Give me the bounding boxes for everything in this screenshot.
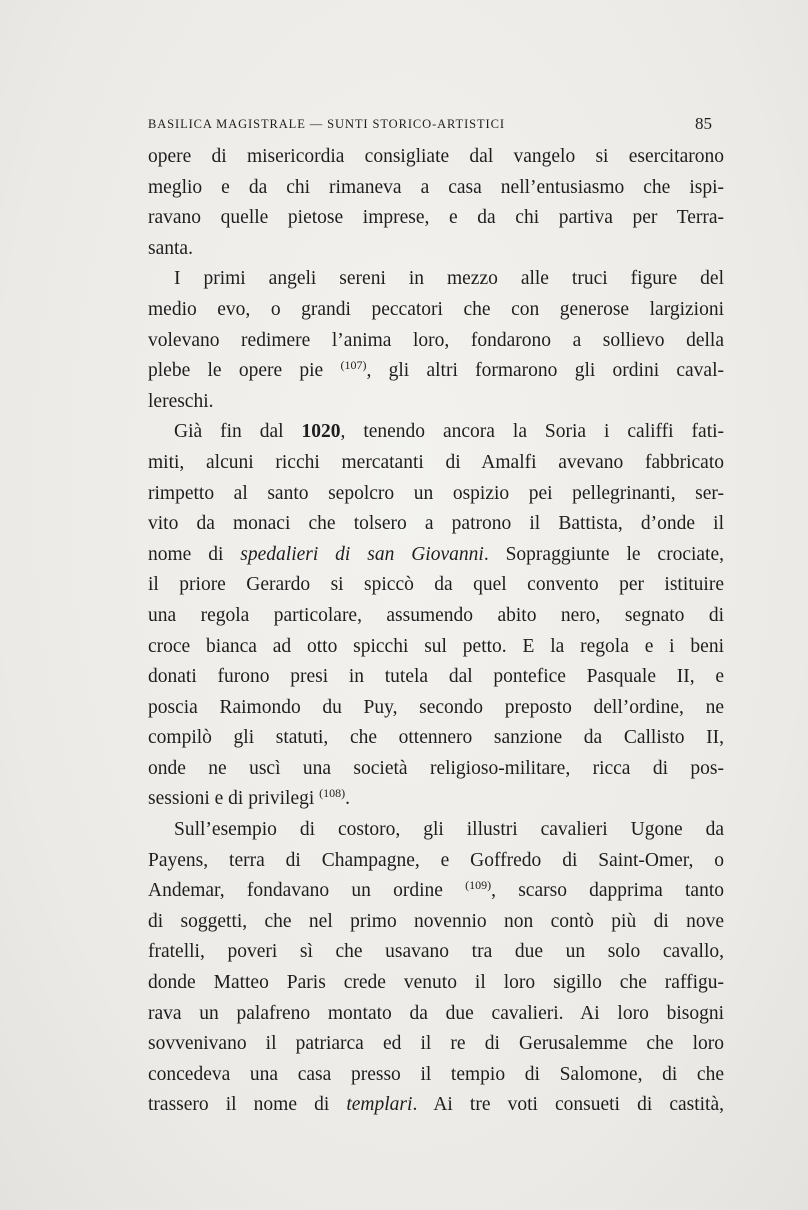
footnote-ref-109: (109) [465, 878, 492, 893]
text-segment: Andemar, fondavano un ordine [148, 880, 443, 902]
footnote-ref-107: (107) [340, 358, 367, 373]
text-line: opere di misericordia consigliate dal vangelo si esercitarono [148, 146, 724, 167]
text-line: di soggetti, che nel primo novennio non contò più di nove [148, 910, 724, 932]
page-header [148, 114, 720, 139]
footnote-ref-108: (108) [319, 786, 346, 801]
text-segment: . Sopraggiunte le crociate, [483, 543, 725, 565]
text-line: donde Matteo Paris crede venuto il loro sigillo che raffigu- [148, 972, 724, 994]
text-segment: sessioni e di privilegi [148, 788, 315, 810]
text-segment: , gli altri formarono gli ordini caval- [366, 360, 724, 382]
body-text [148, 142, 724, 1121]
text-line: donati furono presi in tutela dal pontefice Pasquale II, e [148, 666, 724, 688]
text-line: vito da monaci che tolsero a patrono il Battista, d’onde il [148, 513, 724, 535]
text-line: rava un palafreno montato da due cavalieri. Ai loro bisogni [148, 1002, 724, 1024]
text-line: volevano redimere l’anima loro, fondarono a sollievo della [148, 329, 724, 351]
text-segment: trassero il nome di [148, 1094, 330, 1116]
text-line [148, 876, 724, 907]
text-line: una regola particolare, assumendo abito nero, segnato di [148, 604, 724, 626]
text-segment: . [345, 788, 351, 810]
text-line: croce bianca ad otto spicchi sul petto. E la regola e i beni [148, 635, 724, 657]
text-line: lereschi. [148, 390, 214, 412]
text-line: medio evo, o grandi peccatori che con generose largizioni [148, 298, 724, 320]
text-line [148, 417, 724, 448]
text-line: meglio e da chi rimaneva a casa nell’entusiasmo che ispi- [148, 176, 724, 198]
text-line [148, 356, 724, 387]
text-line: miti, alcuni ricchi mercatanti di Amalfi avevano fabbricato [148, 451, 724, 473]
text-line: fratelli, poveri sì che usavano tra due un solo cavallo, [148, 941, 724, 963]
text-line: rimpetto al santo sepolcro un ospizio pei pellegrinanti, ser- [148, 482, 724, 504]
italic-templari: templari [346, 1094, 413, 1116]
text-line: ravano quelle pietose imprese, e da chi partiva per Terra- [148, 207, 724, 229]
text-line [148, 784, 724, 815]
text-line: compilò gli statuti, che ottennero sanzione da Callisto II, [148, 727, 724, 749]
page-number: 85 [695, 114, 712, 133]
running-title: BASILICA MAGISTRALE — SUNTI STORICO-ARTISTICI [148, 117, 505, 131]
text-segment: nome di [148, 543, 224, 565]
text-segment: Già fin dal [174, 421, 284, 443]
text-line: il priore Gerardo si spiccò da quel convento per istituire [148, 574, 724, 596]
text-line: Payens, terra di Champagne, e Goffredo di Saint-Omer, o [148, 849, 724, 871]
text-line [148, 1090, 724, 1121]
text-line: sovvenivano il patriarca ed il re di Gerusalemme che loro [148, 1033, 724, 1055]
text-line [148, 540, 724, 571]
text-line: I primi angeli sereni in mezzo alle truci figure del [174, 268, 724, 290]
text-segment: plebe le opere pie [148, 360, 324, 382]
text-line: onde ne uscì una società religioso-militare, ricca di pos- [148, 757, 724, 779]
text-line: Sull’esempio di costoro, gli illustri cavalieri Ugone da [174, 819, 724, 841]
italic-spedalieri: spedalieri di san Giovanni [240, 543, 484, 565]
text-line: santa. [148, 237, 193, 259]
text-line: concedeva una casa presso il tempio di Salomone, di che [148, 1063, 724, 1085]
text-segment: , scarso dapprima tanto [491, 880, 724, 902]
text-segment: . Ai tre voti consueti di castità, [412, 1094, 725, 1116]
text-segment: , tenendo ancora la Soria i califfi fati- [340, 421, 725, 443]
text-line: poscia Raimondo du Puy, secondo preposto dell’ordine, ne [148, 696, 724, 718]
year-1020: 1020 [301, 421, 341, 443]
